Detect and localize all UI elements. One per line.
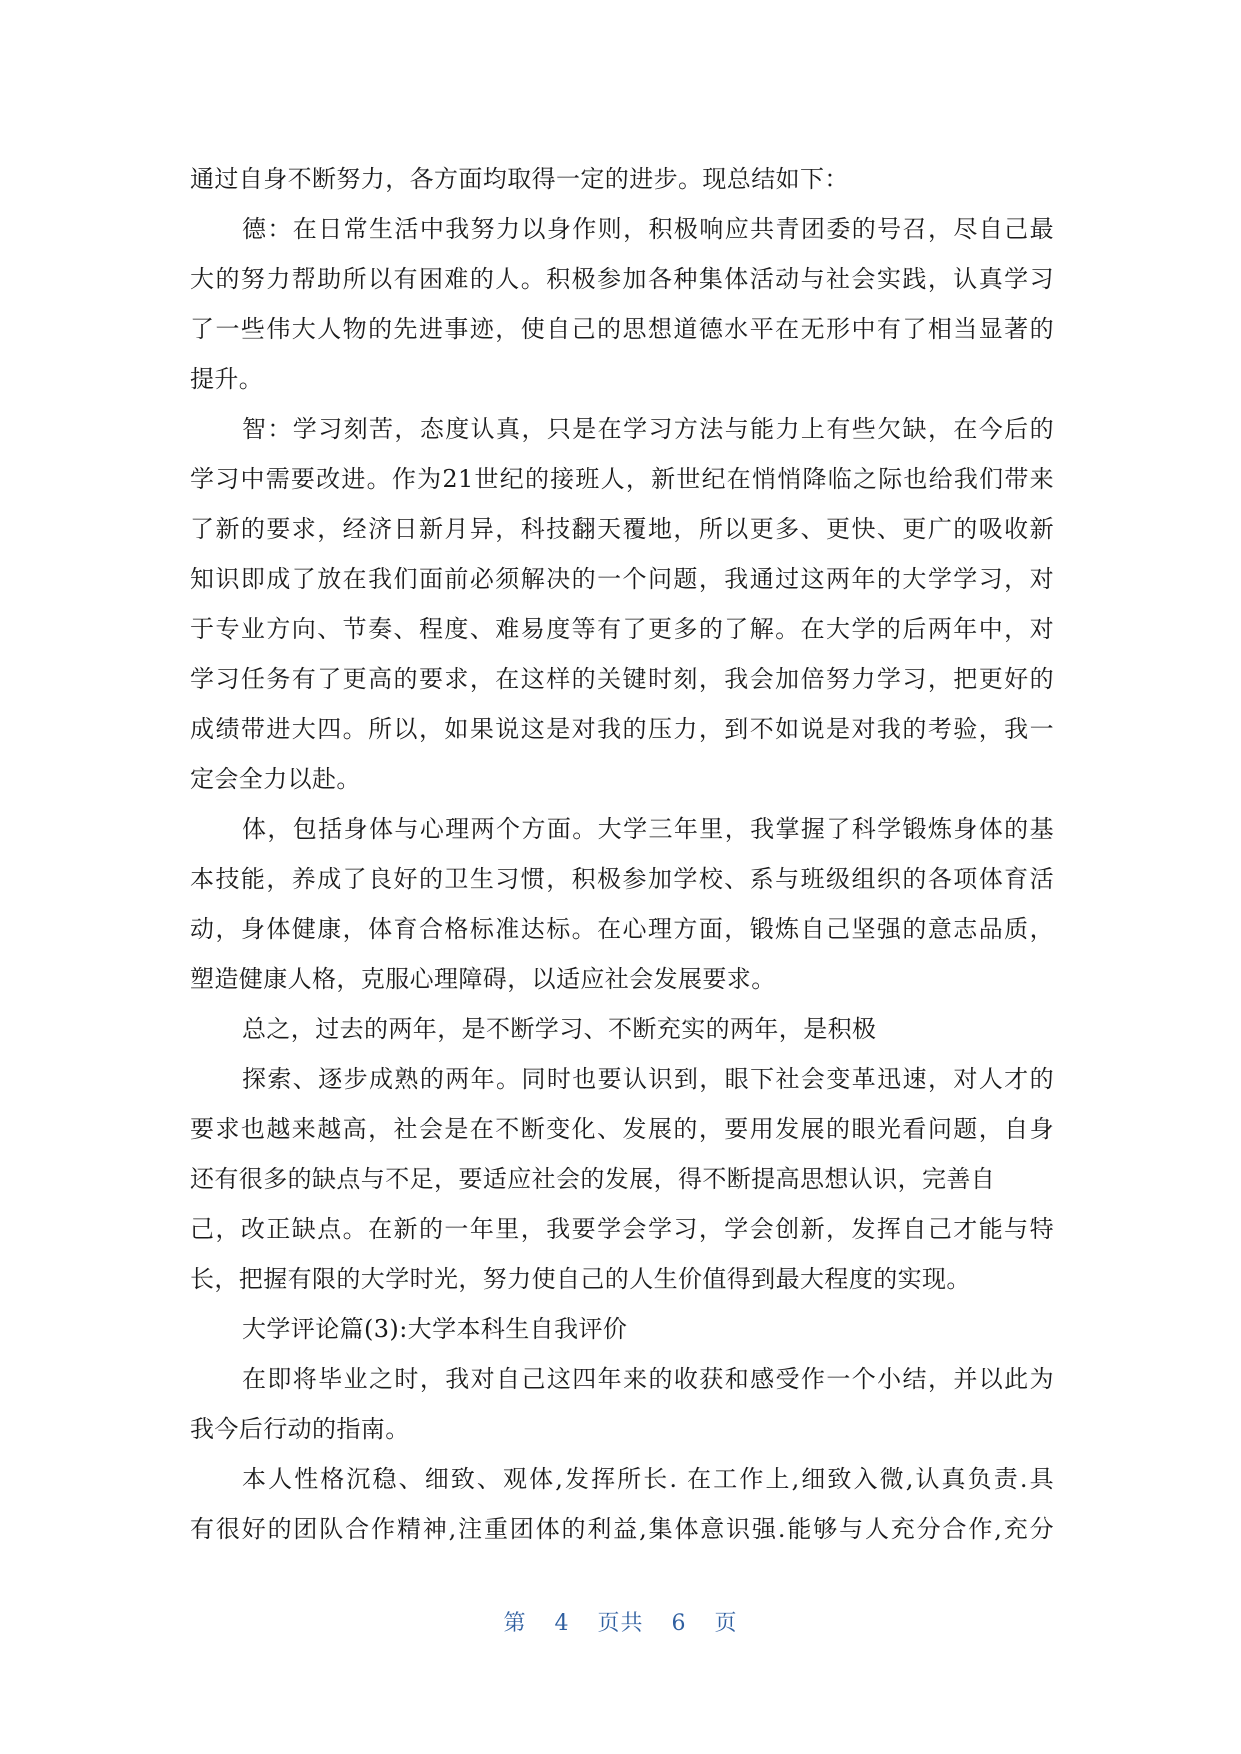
footer-prefix: 第 (503, 1611, 527, 1636)
text-line: 德：在日常生活中我努力以身作则，积极响应共青团委的号召，尽自己最 (242, 215, 1054, 243)
text-line: 体，包括身体与心理两个方面。大学三年里，我掌握了科学锻炼身体的基 (242, 815, 1054, 843)
text-line: 探索、逐步成熟的两年。同时也要认识到，眼下社会变革迅速，对人才的 (242, 1065, 1054, 1093)
text-line: 知识即成了放在我们面前必须解决的一个问题，我通过这两年的大学学习，对 (190, 565, 1054, 593)
document-body (190, 154, 1054, 1554)
text-line: 于专业方向、节奏、程度、难易度等有了更多的了解。在大学的后两年中，对 (190, 615, 1054, 643)
footer-current-page: 4 (554, 1611, 570, 1636)
text-line: 在即将毕业之时，我对自己这四年来的收获和感受作一个小结，并以此为 (242, 1365, 1054, 1393)
text-line: 动，身体健康，体育合格标准达标。在心理方面，锻炼自己坚强的意志品质， (190, 915, 1054, 943)
text-line: 长，把握有限的大学时光，努力使自己的人生价值得到最大程度的实现。 (190, 1265, 971, 1293)
text-line: 成绩带进大四。所以，如果说这是对我的压力，到不如说是对我的考验，我一 (190, 715, 1054, 743)
text-line: 总之，过去的两年，是不断学习、不断充实的两年，是积极 (242, 1015, 877, 1043)
text-line: 大的努力帮助所以有困难的人。积极参加各种集体活动与社会实践，认真学习 (190, 265, 1054, 293)
text-line: 智：学习刻苦，态度认真，只是在学习方法与能力上有些欠缺，在今后的 (242, 415, 1054, 443)
text-line: 我今后行动的指南。 (190, 1415, 410, 1443)
text-line: 提升。 (190, 365, 264, 393)
text-line: 通过自身不断努力，各方面均取得一定的进步。现总结如下： (190, 165, 849, 193)
text-line: 本人性格沉稳、细致、观体,发挥所长. 在工作上,细致入微,认真负责.具 (242, 1465, 1054, 1493)
text-line: 本技能，养成了良好的卫生习惯，积极参加学校、系与班级组织的各项体育活 (190, 865, 1054, 893)
text-line: 还有很多的缺点与不足，要适应社会的发展，得不断提高思想认识，完善自 (190, 1165, 996, 1193)
page-footer (0, 1606, 1241, 1637)
footer-middle: 页共 (597, 1611, 644, 1636)
text-line: 己，改正缺点。在新的一年里，我要学会学习，学会创新，发挥自己才能与特 (190, 1215, 1054, 1243)
text-line: 了一些伟大人物的先进事迹，使自己的思想道德水平在无形中有了相当显著的 (190, 315, 1054, 343)
footer-total-pages: 6 (671, 1611, 687, 1636)
text-line: 了新的要求，经济日新月异，科技翻天覆地，所以更多、更快、更广的吸收新 (190, 515, 1054, 543)
text-line: 定会全力以赴。 (190, 765, 361, 793)
text-line: 学习中需要改进。作为21世纪的接班人，新世纪在悄悄降临之际也给我们带来 (190, 465, 1054, 493)
section-heading: 大学评论篇(3):大学本科生自我评价 (242, 1315, 628, 1343)
text-line: 要求也越来越高，社会是在不断变化、发展的，要用发展的眼光看问题，自身 (190, 1115, 1054, 1143)
footer-suffix: 页 (714, 1611, 738, 1636)
text-line: 塑造健康人格，克服心理障碍，以适应社会发展要求。 (190, 965, 776, 993)
text-line: 学习任务有了更高的要求，在这样的关键时刻，我会加倍努力学习，把更好的 (190, 665, 1054, 693)
text-line: 有很好的团队合作精神,注重团体的利益,集体意识强.能够与人充分合作,充分 (190, 1515, 1054, 1543)
